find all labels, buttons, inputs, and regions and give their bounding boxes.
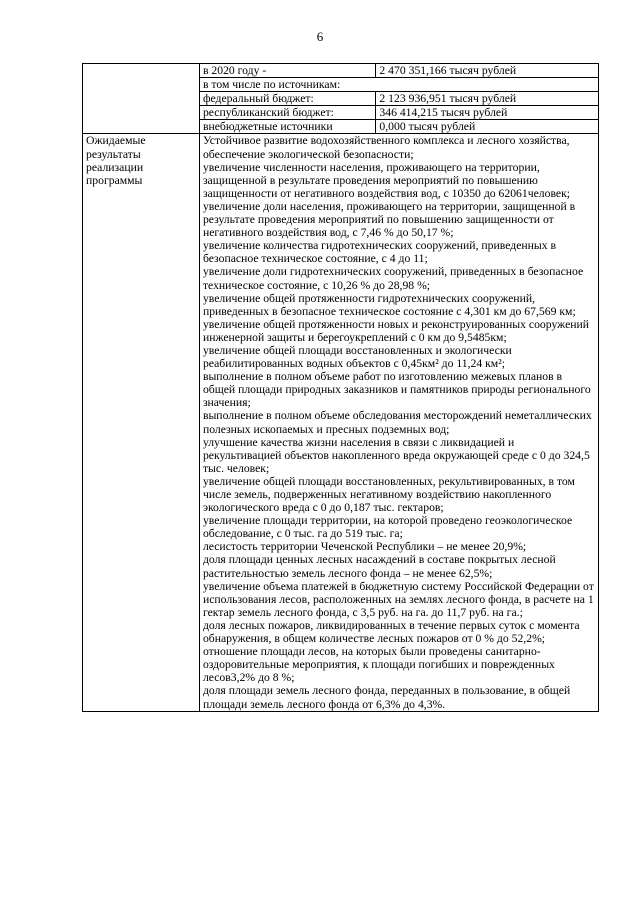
page-number: 6 (316, 29, 324, 44)
funding-label: в 2020 году - (199, 64, 375, 78)
funding-label: республиканский бюджет: (199, 106, 375, 120)
funding-heading-cell (83, 64, 200, 134)
funding-value: 2 123 936,951 тысяч рублей (376, 92, 599, 106)
funding-label: внебюджетные источники (199, 120, 375, 134)
funding-row-2020 (83, 64, 599, 78)
funding-value: 2 470 351,166 тысяч рублей (376, 64, 599, 78)
funding-value: 0,000 тысяч рублей (376, 120, 599, 134)
results-text-cell (199, 134, 598, 711)
results-text: Устойчивое развитие водохозяйственного комплекса и лесного хозяйства, обеспечение экологической безопасности; увеличение численности населения, проживающего на территории, защищенной в результате проведения мероприятий по повышению защищенности от негативного воздействия вод, с 10350 до 62061человек; увеличение доли населения, проживающего на территории, защищенной в результате проведения мероприятий по повышению защищенности от негативного воздействия вод, с 7,46 % до 50,17 %; увеличение количества гидротехнических сооружений, приведенных в безопасное техническое состояние, с 4 до 11; увеличение доли гидротехнических сооружений, приведенных в безопасное техническое состояние, с 10,26 % до 28,98 %; увеличение общей протяженности гидротехнических сооружений, приведенных в безопасное техническое состояние с 4,301 км до 67,569 км; увеличение общей протяженности новых и реконструированных сооружений инженерной защиты и берегоукреплений с 0 км до 9,5485км; увеличение общей площади восстановленных и экологически реабилитированных водных объектов с 0,45км² до 11,24 км²; выполнение в полном объеме работ по изготовлению межевых планов в общей площади природных заказников и памятников природы регионального значения; выполнение в полном объеме обследования месторождений неметаллических полезных ископаемых и пресных подземных вод; улучшение качества жизни населения в связи с ликвидацией и рекультивацией объектов накопленного вреда окружающей среде с 0 до 324,5 тыс. человек; увеличение общей площади восстановленных, рекультивированных, в том числе земель, подверженных негативному воздействию накопленного экологического вреда с 0 до 0,187 тыс. гектаров; увеличение площади территории, на которой проведено геоэкологическое обследование, с 0 тыс. га до 519 тыс. га; лесистость территории Чеченской Республики – не менее 20,9%; доля площади ценных лесных насаждений в составе покрытых лесной растительностью земель лесного фонда – не менее 62,5%; увеличение объема платежей в бюджетную систему Российской Федерации от использования лесов, расположенных на землях лесного фонда, в расчете на 1 гектар земель лесного фонда, с 3,5 руб. на га. до 11,7 руб. на га.; доля лесных пожаров, ликвидированных в течение первых суток с момента обнаружения, в общем количестве лесных пожаров от 0 % до 52,2%; отношение площади лесов, на которых были проведены санитарно-оздоровительные мероприятия, к площади погибших и поврежденных лесов3,2% до 8 %; доля площади земель лесного фонда, переданных в пользование, в общей площади земель лесного фонда от 6,3% до 4,3%. (202, 134, 594, 711)
program-passport-table (82, 63, 599, 712)
results-heading: Ожидаемые результаты реализации программы (86, 134, 146, 187)
funding-label: в том числе по источникам: (199, 78, 598, 92)
funding-value: 346 414,215 тысяч рублей (376, 106, 599, 120)
results-heading-cell (83, 134, 200, 711)
funding-label: федеральный бюджет: (199, 92, 375, 106)
results-row (83, 134, 599, 711)
